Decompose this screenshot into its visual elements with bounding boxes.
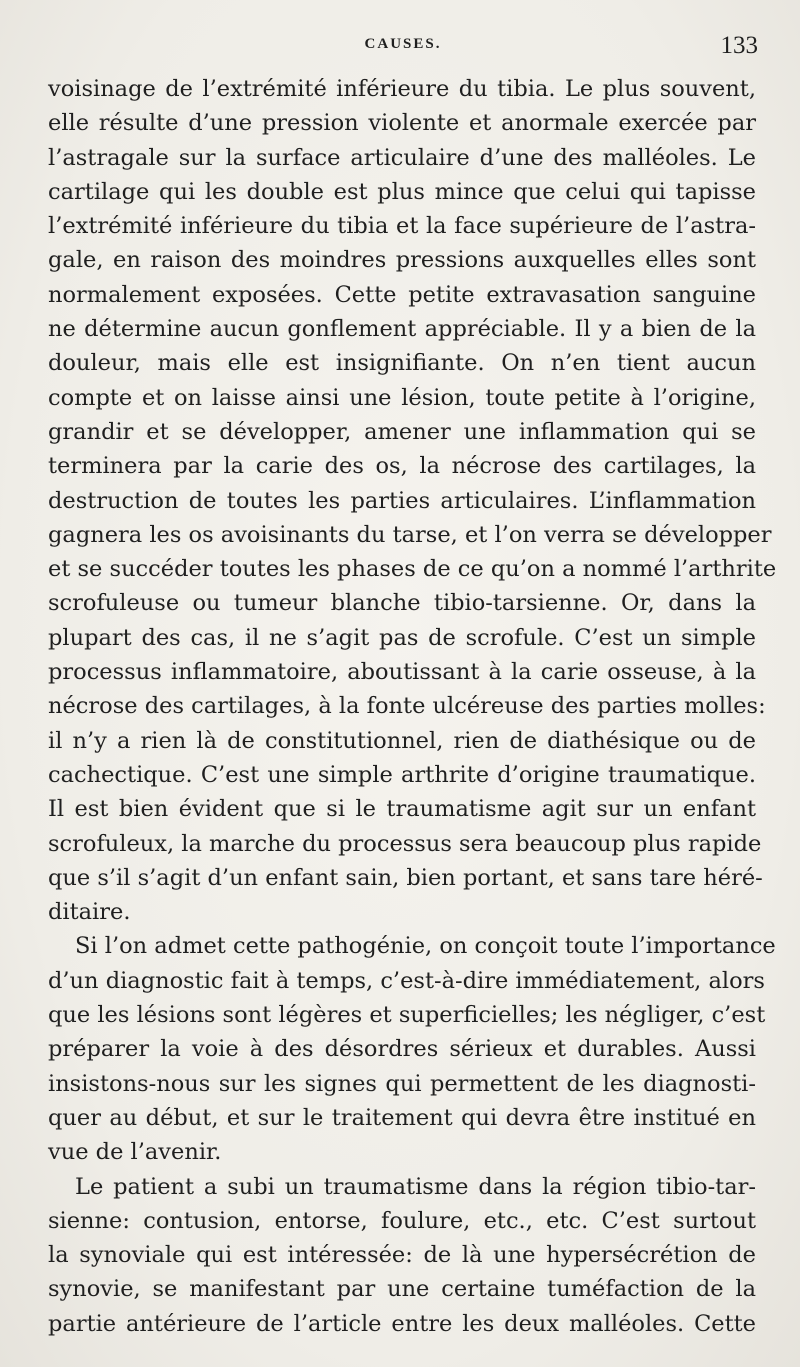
- page-header: [48, 30, 758, 70]
- text-line: la synoviale qui est intéressée: de là une hypersécrétion de: [48, 1242, 756, 1269]
- text-line: gagnera les os avoisinants du tarse, et l’on verra se développer: [48, 521, 772, 548]
- paragraph-start-line: Si l’on admet cette pathogénie, on conçoit toute l’importance: [75, 933, 776, 960]
- text-line: plupart des cas, il ne s’agit pas de scrofule. C’est un simple: [48, 624, 756, 651]
- text-line: que les lésions sont légères et superficielles; les négliger, c’est: [48, 1002, 766, 1029]
- text-line: Il est bien évident que si le traumatisme agit sur un enfant: [48, 796, 756, 823]
- text-line: terminera par la carie des os, la nécrose des cartilages, la: [48, 453, 756, 480]
- text-line: il n’y a rien là de constitutionnel, rien de diathésique ou de: [48, 727, 756, 754]
- text-line: douleur, mais elle est insignifiante. On n’en tient aucun: [48, 350, 756, 377]
- text-line: préparer la voie à des désordres sérieux et durables. Aussi: [48, 1036, 756, 1063]
- page-number: 133: [720, 32, 758, 59]
- text-line: ne détermine aucun gonflement appréciable. Il y a bien de la: [48, 316, 756, 343]
- text-line: normalement exposées. Cette petite extravasation sanguine: [48, 281, 756, 308]
- text-line: processus inflammatoire, aboutissant à la carie osseuse, à la: [48, 659, 756, 686]
- text-line: d’un diagnostic fait à temps, c’est-à-dire immédiatement, alors: [48, 967, 765, 994]
- text-line: compte et on laisse ainsi une lésion, toute petite à l’origine,: [48, 384, 756, 411]
- paragraph-start-line: Le patient a subi un traumatisme dans la région tibio-tar-: [75, 1173, 756, 1200]
- text-line: l’extrémité inférieure du tibia et la face supérieure de l’astra-: [48, 213, 756, 240]
- text-line: nécrose des cartilages, à la fonte ulcéreuse des parties molles:: [48, 693, 766, 720]
- text-line: elle résulte d’une pression violente et anormale exercée par: [48, 110, 756, 137]
- text-line: synovie, se manifestant par une certaine tuméfaction de la: [48, 1276, 756, 1303]
- text-line: sienne: contusion, entorse, foulure, etc., etc. C’est surtout: [48, 1207, 756, 1234]
- text-line: grandir et se développer, amener une inflammation qui se: [48, 418, 756, 445]
- text-line: scrofuleuse ou tumeur blanche tibio-tarsienne. Or, dans la: [48, 590, 756, 617]
- text-line: que s’il s’agit d’un enfant sain, bien portant, et sans tare héré-: [48, 864, 763, 891]
- text-line: cartilage qui les double est plus mince que celui qui tapisse: [48, 178, 756, 205]
- text-line: l’astragale sur la surface articulaire d’une des malléoles. Le: [48, 144, 756, 171]
- text-line: et se succéder toutes les phases de ce qu’on a nommé l’arthrite: [48, 556, 777, 583]
- text-line: gale, en raison des moindres pressions auxquelles elles sont: [48, 247, 756, 274]
- paragraph-end-line: ditaire.: [48, 899, 131, 926]
- text-line: scrofuleux, la marche du processus sera beaucoup plus rapide: [48, 830, 762, 857]
- text-line: insistons-nous sur les signes qui permettent de les diagnosti-: [48, 1070, 756, 1097]
- text-line: quer au début, et sur le traitement qui devra être institué en: [48, 1104, 756, 1131]
- body-text: [48, 72, 777, 1341]
- running-head: CAUSES.: [364, 36, 442, 52]
- text-line: destruction de toutes les parties articulaires. L’inflammation: [48, 487, 756, 514]
- paragraph-end-line: vue de l’avenir.: [48, 1139, 222, 1166]
- text-line: partie antérieure de l’article entre les deux malléoles. Cette: [48, 1310, 756, 1337]
- text-line: voisinage de l’extrémité inférieure du tibia. Le plus souvent,: [48, 76, 756, 102]
- text-line: cachectique. C’est une simple arthrite d’origine traumatique.: [48, 761, 756, 788]
